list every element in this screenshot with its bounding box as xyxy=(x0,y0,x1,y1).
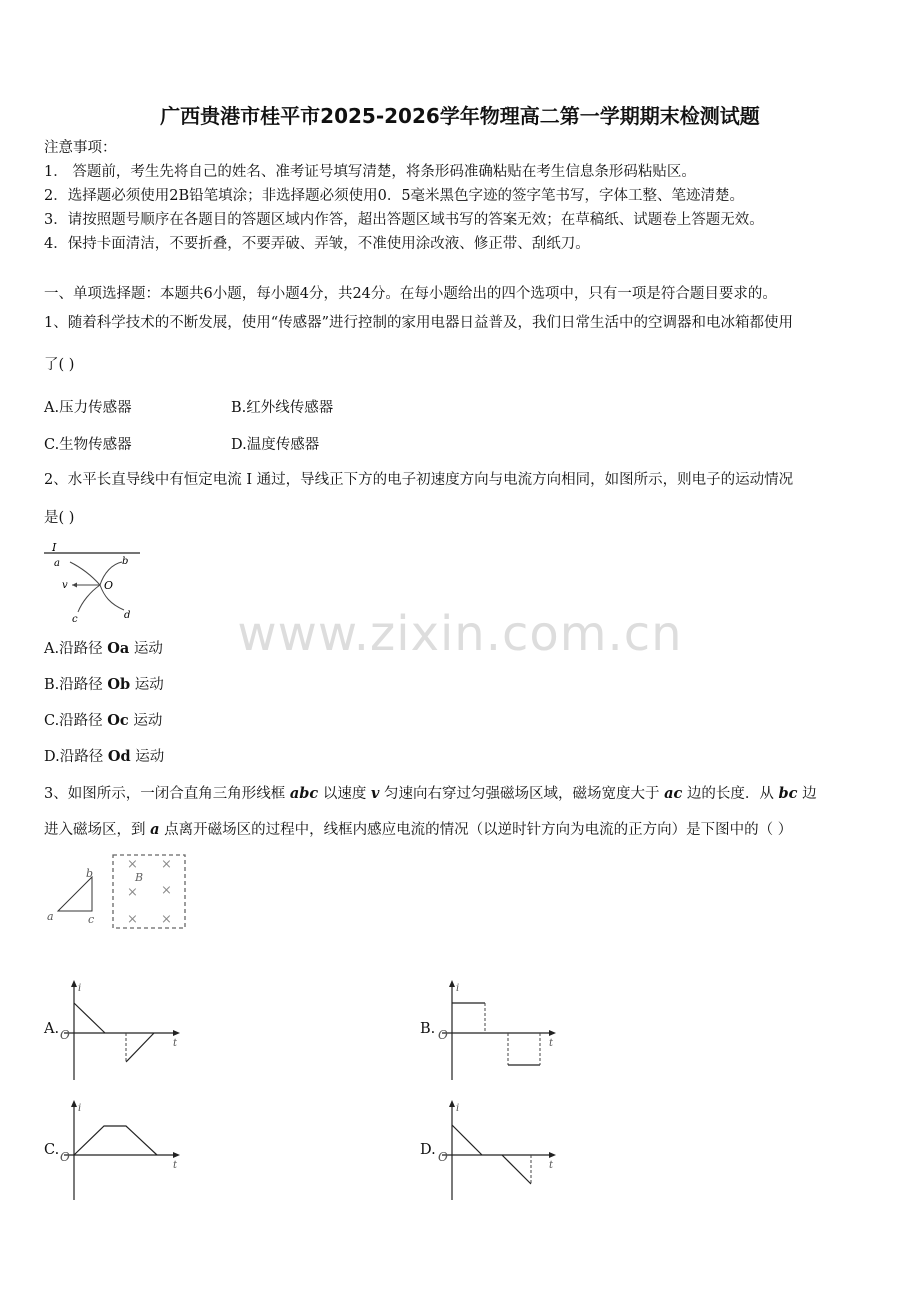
svg-text:i: i xyxy=(456,983,460,994)
q3-label-c: c xyxy=(88,913,95,926)
q2-label-v: v xyxy=(62,580,68,591)
svg-text:i: i xyxy=(456,1103,460,1114)
q1-option-a: A.压力传感器 xyxy=(44,400,132,416)
q2-label-b: b xyxy=(122,556,129,567)
q2-label-d: d xyxy=(124,610,131,621)
q2-option-a: A.沿路径 Oa 运动 xyxy=(44,640,163,657)
notice-item-3: 3．请按照题号顺序在各题目的答题区域内作答，超出答题区域书写的答案无效；在草稿纸、试题卷上答题无效。 xyxy=(44,212,764,228)
q3-label-field-b: B xyxy=(135,871,144,884)
field-cross: × xyxy=(161,912,172,927)
q2-label-o: O xyxy=(104,579,114,592)
svg-text:O: O xyxy=(60,1150,70,1164)
q3-option-b-label: B. xyxy=(420,1021,436,1037)
q3-option-c-label: C. xyxy=(44,1142,60,1158)
q2-option-c: C.沿路径 Oc 运动 xyxy=(44,712,163,729)
q3-stem-line2: 进入磁场区，到 a 点离开磁场区的过程中，线框内感应电流的情况（以逆时针方向为电流的正方向）是下图中的（ ） xyxy=(44,821,793,838)
q3-option-d-label: D. xyxy=(420,1142,436,1158)
notice-item-1: 1． 答题前，考生先将自己的姓名、准考证号填写清楚，将条形码准确粘贴在考生信息条形码粘贴区。 xyxy=(44,164,696,180)
field-cross: × xyxy=(127,912,138,927)
watermark: www.zixin.com.cn xyxy=(237,606,683,662)
svg-text:O: O xyxy=(60,1028,70,1042)
notice-item-2: 2．选择题必须使用2B铅笔填涂；非选择题必须使用0．5毫米黑色字迹的签字笔书写，字体工整、笔迹清楚。 xyxy=(44,188,745,204)
field-cross: × xyxy=(127,857,138,872)
q3-graph-a xyxy=(60,980,185,1082)
q1-option-b: B.红外线传感器 xyxy=(231,400,334,416)
q3-stem-line1: 3、如图所示，一闭合直角三角形线框 abc 以速度 v 匀速向右穿过匀强磁场区域，磁场宽度大于 ac 边的长度．从 bc 边 xyxy=(44,785,817,802)
q2-label-current: I xyxy=(52,541,57,554)
q1-option-d: D.温度传感器 xyxy=(231,437,320,453)
q3-label-b: b xyxy=(86,867,94,880)
q1-stem-line2: 了( ) xyxy=(44,357,75,373)
svg-text:t: t xyxy=(173,1038,178,1049)
q2-option-d: D.沿路径 Od 运动 xyxy=(44,748,165,765)
svg-text:t: t xyxy=(173,1160,178,1171)
field-cross: × xyxy=(161,857,172,872)
svg-text:t: t xyxy=(549,1160,554,1171)
q1-option-c: C.生物传感器 xyxy=(44,437,132,453)
notice-heading: 注意事项： xyxy=(44,140,117,156)
svg-text:O: O xyxy=(438,1028,448,1042)
q3-graph-b xyxy=(436,980,561,1082)
q3-option-a-label: A. xyxy=(44,1021,60,1037)
notice-item-4: 4．保持卡面清洁，不要折叠，不要弄破、弄皱，不准使用涂改液、修正带、刮纸刀。 xyxy=(44,236,590,252)
q1-stem-line1: 1、随着科学技术的不断发展，使用“传感器”进行控制的家用电器日益普及，我们日常生活中的空调器和电冰箱都使用 xyxy=(44,315,794,331)
q2-label-c: c xyxy=(72,614,78,625)
svg-text:O: O xyxy=(438,1150,448,1164)
field-cross: × xyxy=(161,883,172,898)
q3-graph-d xyxy=(436,1100,561,1202)
q2-label-a: a xyxy=(54,558,60,569)
svg-text:i: i xyxy=(78,1103,82,1114)
q3-triangle-field-figure xyxy=(44,850,194,932)
q2-stem-line1: 2、水平长直导线中有恒定电流 I 通过，导线正下方的电子初速度方向与电流方向相同，如图所示，则电子的运动情况 xyxy=(44,472,794,488)
page-title: 广西贵港市桂平市2025-2026学年物理高二第一学期期末检测试题 xyxy=(160,104,760,128)
q3-label-a: a xyxy=(47,910,54,923)
q2-stem-line2: 是( ) xyxy=(44,510,75,526)
field-cross: × xyxy=(127,885,138,900)
q2-option-b: B.沿路径 Ob 运动 xyxy=(44,676,164,693)
svg-text:t: t xyxy=(549,1038,554,1049)
section-heading: 一、单项选择题：本题共6小题，每小题4分，共24分。在每小题给出的四个选项中，只有一项是符合题目要求的。 xyxy=(44,286,777,302)
q3-graph-c xyxy=(60,1100,185,1202)
svg-text:i: i xyxy=(78,983,82,994)
